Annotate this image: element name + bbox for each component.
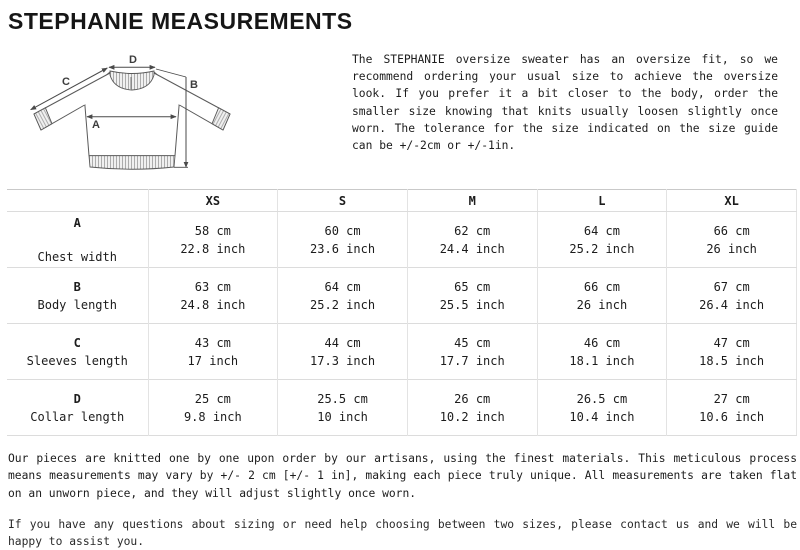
- row-label: Collar length: [30, 409, 125, 424]
- measurement-cell: 25.5 cm 10 inch: [278, 380, 408, 436]
- row-key: B: [73, 279, 81, 294]
- top-section: [0, 49, 800, 188]
- table-row-chest-width: [7, 212, 797, 268]
- measurement-cell: 63 cm 24.8 inch: [148, 268, 278, 324]
- size-guide-page: [0, 8, 800, 549]
- diagram-label-d: D: [129, 54, 137, 66]
- measurement-cell: 46 cm 18.1 inch: [537, 324, 667, 380]
- measurement-cell: 25 cm 9.8 inch: [148, 380, 278, 436]
- measurement-cell: 47 cm 18.5 inch: [667, 324, 797, 380]
- diagram-label-b: B: [190, 79, 198, 91]
- column-header-l: L: [537, 190, 667, 212]
- column-header-m: M: [407, 190, 537, 212]
- row-label-cell: [7, 212, 148, 268]
- sweater-measurement-diagram: [0, 49, 352, 188]
- measurement-cell: 44 cm 17.3 inch: [278, 324, 408, 380]
- intro-paragraph: The STEPHANIE oversize sweater has an oversize fit, so we recommend ordering your usual size to achieve the oversize look. If you prefer it a bit closer to the body, order the smaller size knowing that knits usually loosen slightly once worn. The tolerance for the size indicated on the size guide can be +/-2cm or +/-1in.: [352, 53, 778, 153]
- table-corner-cell: [7, 190, 148, 212]
- table-header-row: [7, 190, 797, 212]
- measurement-cell: 26.5 cm 10.4 inch: [537, 380, 667, 436]
- footer-note: Our pieces are knitted one by one upon order by our artisans, using the finest materials. This meticulous process means measurements may vary by +/- 2 cm [+/- 1 in], making each piece truly unique. All measurements are taken flat on an unworn piece, and they will adjust slightly once worn.: [8, 452, 797, 500]
- measurements-table: [7, 189, 797, 436]
- diagram-label-a: A: [92, 119, 100, 131]
- column-header-xs: XS: [148, 190, 278, 212]
- row-label-cell: [7, 380, 148, 436]
- measurement-cell: 64 cm 25.2 inch: [278, 268, 408, 324]
- row-label-cell: [7, 324, 148, 380]
- measurement-cell: 64 cm 25.2 inch: [537, 212, 667, 268]
- table-row-sleeves-length: [7, 324, 797, 380]
- column-header-xl: XL: [667, 190, 797, 212]
- table-row-body-length: [7, 268, 797, 324]
- measurement-cell: 60 cm 23.6 inch: [278, 212, 408, 268]
- table-row-collar-length: [7, 380, 797, 436]
- measurement-cell: 67 cm 26.4 inch: [667, 268, 797, 324]
- measurement-cell: 65 cm 25.5 inch: [407, 268, 537, 324]
- row-key: D: [73, 391, 81, 406]
- row-label: Body length: [37, 297, 117, 312]
- measurement-cell: 45 cm 17.7 inch: [407, 324, 537, 380]
- column-header-s: S: [278, 190, 408, 212]
- measurement-cell: 66 cm 26 inch: [537, 268, 667, 324]
- measurement-cell: 26 cm 10.2 inch: [407, 380, 537, 436]
- page-title: STEPHANIE MEASUREMENTS: [8, 8, 353, 34]
- measurement-cell: 66 cm 26 inch: [667, 212, 797, 268]
- row-key: A: [73, 215, 81, 230]
- clipped-paragraph: If you have any questions about sizing or need help choosing between two sizes, please contact us and we will be happy to assist you.: [8, 517, 797, 549]
- diagram-label-c: C: [62, 76, 70, 88]
- row-label: Sleeves length: [26, 353, 128, 368]
- row-key: C: [73, 335, 81, 350]
- row-label-cell: [7, 268, 148, 324]
- sweater-hem-rib: [89, 156, 175, 170]
- row-label: Chest width: [37, 249, 117, 264]
- measurement-cell: 27 cm 10.6 inch: [667, 380, 797, 436]
- measurement-cell: 58 cm 22.8 inch: [148, 212, 278, 268]
- measurement-cell: 62 cm 24.4 inch: [407, 212, 537, 268]
- sweater-diagram-svg: [10, 49, 250, 184]
- measurement-cell: 43 cm 17 inch: [148, 324, 278, 380]
